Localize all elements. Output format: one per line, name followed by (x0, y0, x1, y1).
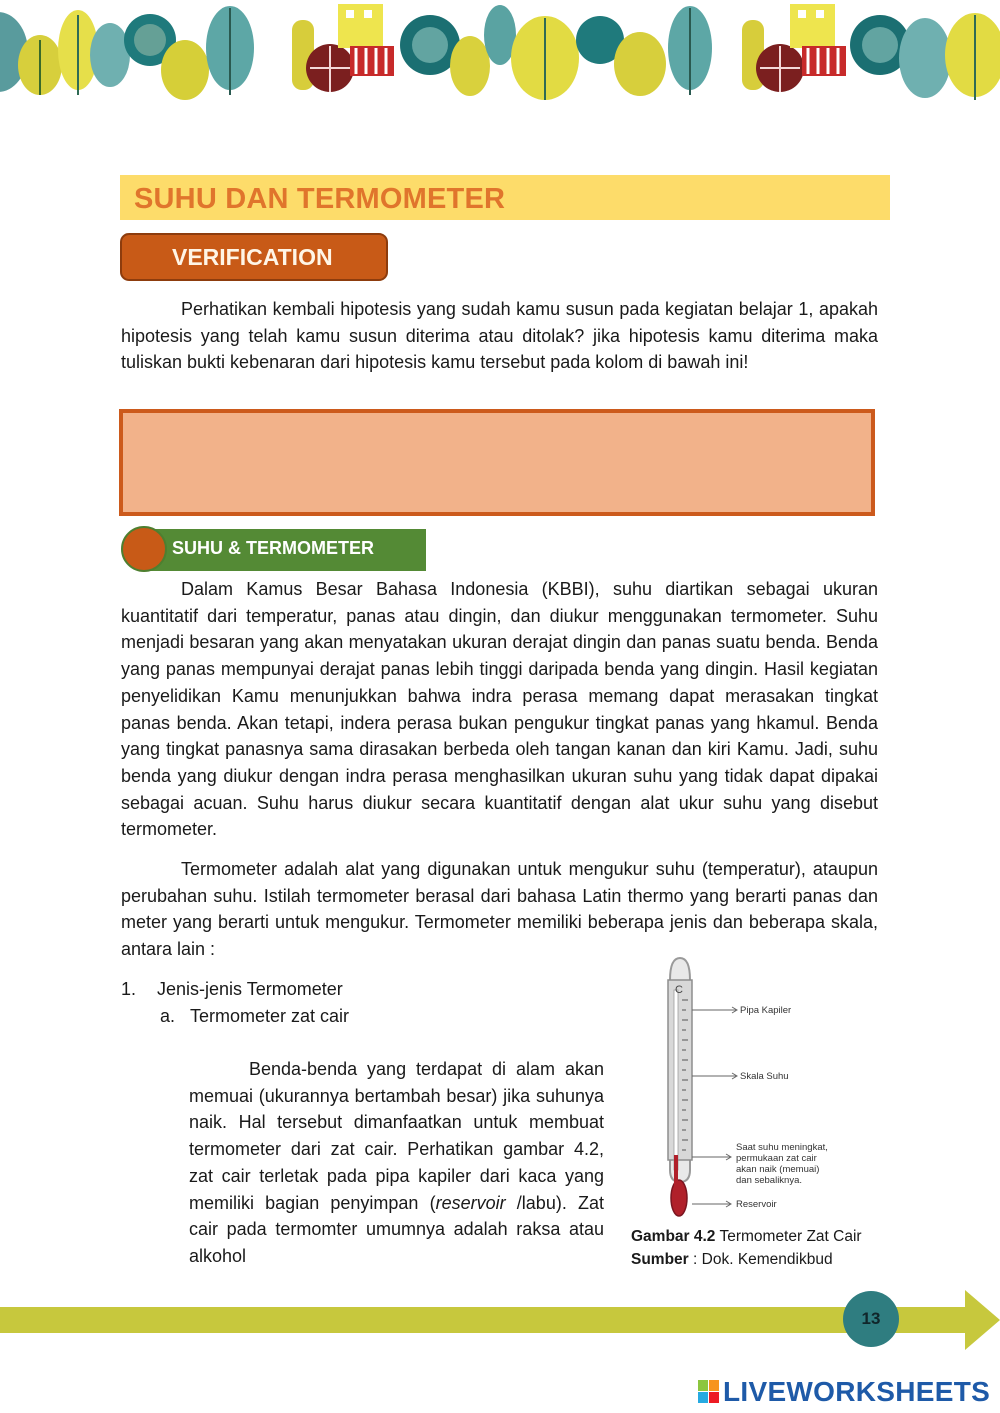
liveworksheets-brand: LIVEWORKSHEETS (723, 1376, 991, 1407)
figure-caption-label: Gambar 4.2 (631, 1228, 716, 1245)
figure-caption (631, 1228, 862, 1246)
liquid-thermometer-paragraph (189, 1056, 604, 1270)
figure-source-text: : Dok. Kemendikbud (688, 1251, 833, 1268)
label-saat-line-2: permukaan zat cair (736, 1153, 817, 1164)
liveworksheets-logo-icon (698, 1378, 720, 1406)
verification-paragraph: Perhatikan kembali hipotesis yang sudah kamu susun pada kegiatan belajar 1, apakah hipotesis yang telah kamu susun diterima atau ditolak? jika hipotesis kamu diterima maka tuliskan bukti kebenaran dari hipotesis kamu tersebut pada kolom di bawah ini! (121, 299, 878, 373)
verification-label-text: VERIFICATION (172, 244, 333, 270)
label-reservoir: Reservoir (736, 1199, 777, 1210)
section-bullet-circle (121, 526, 167, 572)
label-skala-suhu: Skala Suhu (740, 1071, 789, 1082)
page-number-badge: 13 (843, 1291, 899, 1347)
title-bar (120, 175, 890, 220)
verification-label (120, 233, 388, 281)
figure-source-label: Sumber (631, 1251, 689, 1268)
label-saat-line-1: Saat suhu meningkat, (736, 1142, 828, 1153)
sublist-item-letter: a. (160, 1006, 176, 1026)
paragraph-text-part-1: Benda-benda yang terdapat di alam akan memuai (ukurannya bertambah besar) jika suhunya naik. Hal tersebut dimanfaatkan untuk membuat termometer dari zat cair. Perhatikan gambar 4.2, zat cair terletak pada pipa kapiler dari kaca yang memiliki bagian penyimpan ( (189, 1059, 604, 1213)
thermometer-unit-label: C (675, 984, 683, 996)
label-saat-line-3: akan naik (memuai) (736, 1164, 820, 1175)
sublist-item-label: Termometer zat cair (190, 1006, 350, 1026)
answer-input-field[interactable] (119, 409, 875, 516)
section-paragraph-1: Dalam Kamus Besar Bahasa Indonesia (KBBI), suhu diartikan sebagai ukuran kuantitatif dari temperatur, panas atau dingin, dan diukur menggunakan termometer. Suhu menjadi besaran yang akan menyatakan ukuran derajat dingin dan panas suatu benda. Benda yang panas mempunyai derajat panas lebih tinggi daripada benda yang dingin. Hasil kegiatan penyelidikan Kamu menunjukkan bahwa indra perasa memang dapat merasakan tingkat panas benda. Akan tetapi, indera perasa bukan pengukur tingkat panas yang hkamul. Benda yang tingkat panasnya sama dirasakan berbeda oleh tangan kanan dan kiri Kamu. Jadi, suhu benda yang diukur dengan indra perasa menghasilkan ukuran suhu yang tidak dapat dipakai sebagai acuan. Suhu harus diukur secara kuantitatif dengan alat ukur suhu yang disebut termometer. (121, 579, 878, 840)
section-heading-bar (150, 529, 426, 571)
leaf-cluster-3 (742, 4, 1000, 100)
paragraph-italic-term: reservoir (435, 1192, 506, 1213)
leaf-cluster-2 (292, 4, 712, 100)
thermometer-figure (620, 950, 890, 1225)
paragraph-text-part-2: /labu). Zat cair pada termomter umumnya adalah raksa atau alkohol (189, 1192, 604, 1266)
thermometer-drawing (668, 958, 692, 1216)
page-title: SUHU DAN TERMOMETER (134, 183, 506, 215)
section-heading: SUHU & TERMOMETER (172, 538, 374, 558)
figure-caption-text: Termometer Zat Cair (715, 1228, 862, 1245)
leaf-cluster-1 (0, 6, 254, 100)
section-paragraph-2: Termometer adalah alat yang digunakan untuk mengukur suhu (temperatur), ataupun perubahan suhu. Istilah termometer berasal dari bahasa Latin thermo yang berarti panas dan meter yang berarti untuk mengukur. Termometer memiliki beberapa jenis dan beberapa skala, antara lain : (121, 859, 878, 960)
decorative-leaf-header (0, 0, 1000, 110)
label-pipa-kapiler: Pipa Kapiler (740, 1005, 792, 1016)
figure-source (631, 1251, 833, 1269)
list-item-number: 1. (121, 979, 137, 999)
label-saat-line-4: dan sebaliknya. (736, 1175, 803, 1186)
list-item-label: Jenis-jenis Termometer (157, 979, 343, 999)
label-pointer-lines (692, 1007, 737, 1207)
